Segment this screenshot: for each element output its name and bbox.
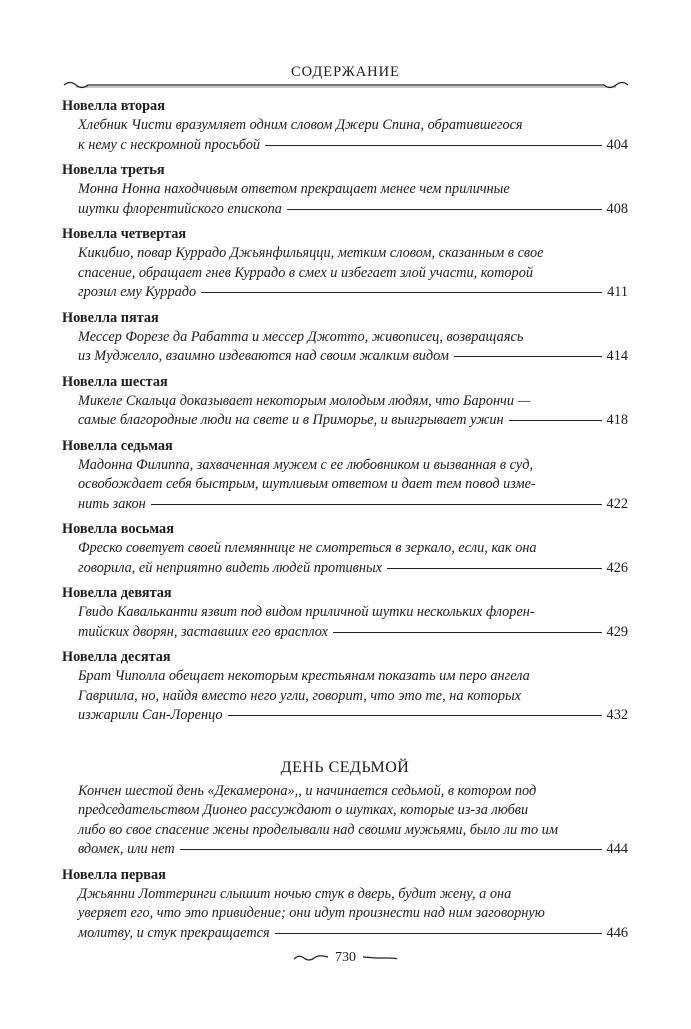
toc-entry <box>62 437 628 515</box>
description-line: самые благородные люди на свете и в Приморье, и выигрывает ужин <box>78 412 504 428</box>
page-reference: 426 <box>606 559 628 576</box>
page-number: 730 <box>335 950 356 965</box>
page-reference: 446 <box>606 924 628 941</box>
page-reference: 418 <box>606 412 628 428</box>
leader-line <box>387 568 602 569</box>
novella-title: Новелла первая <box>62 866 166 883</box>
description-line: уверяет его, что это привидение; они идут произнести над ним заговорную <box>78 905 545 921</box>
entry-description <box>62 456 628 515</box>
footer-ornament-left <box>293 953 329 963</box>
toc-entry <box>62 373 628 431</box>
description-line: Джьянни Лоттеринги слышит ночью стук в дверь, будит жену, а она <box>78 885 512 902</box>
toc-entry <box>62 225 628 303</box>
description-last-line <box>78 623 628 643</box>
description-line: Кончен шестой день «Декамерона»,, и начинается седьмой, в котором под <box>78 782 537 799</box>
leader-line <box>509 420 602 421</box>
novella-title: Новелла девятая <box>62 585 172 601</box>
leader-line <box>180 849 602 850</box>
leader-line <box>454 356 602 357</box>
page-footer <box>0 950 691 966</box>
entry-description <box>62 328 628 367</box>
page-reference: 411 <box>607 284 628 300</box>
toc-entry <box>62 584 628 642</box>
leader-line <box>265 145 602 146</box>
description-last-line <box>78 706 628 726</box>
description-last-line <box>78 495 628 515</box>
novella-title: Новелла седьмая <box>62 437 173 454</box>
description-line: вдомек, или нет <box>78 841 175 857</box>
description-line: Гавриила, но, найдя вместо него угли, говорит, что это те, на которых <box>78 687 522 704</box>
description-last-line <box>78 200 628 220</box>
entry-description <box>62 392 628 431</box>
entry-description <box>62 603 628 642</box>
novella-title: Новелла четвертая <box>62 226 187 242</box>
novella-title: Новелла пятая <box>62 309 159 326</box>
toc-entry <box>62 866 628 944</box>
novella-title: Новелла шестая <box>62 373 168 390</box>
description-line: Кикибио, повар Куррадо Джьянфильяцци, метким словом, сказанным в свое <box>78 245 544 261</box>
description-line: к нему с нескромной просьбой <box>78 136 261 153</box>
page-reference: 408 <box>606 200 628 217</box>
description-line: Монна Нонна находчивым ответом прекращает менее чем приличные <box>78 181 510 197</box>
leader-line <box>201 292 602 293</box>
novella-title: Новелла третья <box>62 162 165 178</box>
page-reference: 444 <box>606 841 628 857</box>
description-line: изжарили Сан-Лоренцо <box>78 707 223 723</box>
description-last-line <box>78 411 628 431</box>
toc-entry <box>62 97 628 155</box>
page-reference: 404 <box>606 136 628 153</box>
entry-description <box>62 180 628 219</box>
leader-line <box>228 715 602 716</box>
toc-entry <box>62 309 628 367</box>
description-line: освобождает себя быстрым, шутливым ответом и дает тем повод изме- <box>78 476 536 492</box>
novella-title: Новелла вторая <box>62 98 165 114</box>
description-line: из Муджелло, взаимно издеваются над своим жалким видом <box>78 348 449 364</box>
page-reference: 429 <box>606 623 628 640</box>
entry-description <box>62 116 628 155</box>
description-last-line <box>78 924 628 944</box>
description-last-line <box>78 840 628 860</box>
description-last-line <box>78 559 628 579</box>
toc-entry <box>62 520 628 578</box>
description-line: Мессер Форезе да Рабатта и мессер Джотто, живописец, возвращаясь <box>78 328 524 345</box>
table-of-contents <box>62 97 628 949</box>
page-reference: 414 <box>606 348 628 364</box>
entry-description <box>62 782 628 860</box>
day-introduction <box>62 782 628 860</box>
description-last-line <box>78 283 628 303</box>
description-line: Фреско советует своей племяннице не смотреться в зеркало, если, как она <box>78 540 537 556</box>
description-line: Микеле Скальца доказывает некоторым молодым людям, что Барончи — <box>78 392 531 409</box>
entry-description <box>62 667 628 726</box>
description-line: молитву, и стук прекращается <box>78 924 270 941</box>
description-line: нить закон <box>78 495 146 512</box>
description-line: Мадонна Филиппа, захваченная мужем с ее любовником и вызванная в суд, <box>78 456 534 473</box>
page-reference: 422 <box>606 495 628 512</box>
description-line: председательством Дионео рассуждают о шутках, которые из-за любви <box>78 802 529 818</box>
description-line: либо во свое спасение жены проделывали над своими мужьями, было ли то им <box>78 821 558 838</box>
toc-entry <box>62 161 628 219</box>
entry-description <box>62 885 628 944</box>
header-rule <box>62 78 630 92</box>
description-line: Хлебник Чисти вразумляет одним словом Джери Спина, обратившегося <box>78 117 523 133</box>
running-head: СОДЕРЖАНИЕ <box>291 64 400 80</box>
description-line: грозил ему Куррадо <box>78 284 197 300</box>
novella-title: Новелла восьмая <box>62 521 174 537</box>
leader-line <box>275 933 602 934</box>
description-last-line <box>78 136 628 156</box>
description-line: спасение, обращает гнев Куррадо в смех и избегает злой участи, которой <box>78 264 534 281</box>
entry-description <box>62 539 628 578</box>
description-last-line <box>78 347 628 367</box>
description-line: тийских дворян, заставших его врасплох <box>78 623 329 640</box>
leader-line <box>151 504 602 505</box>
description-line: Брат Чиполла обещает некоторым крестьянам показать им перо ангела <box>78 668 530 684</box>
description-line: говорила, ей неприятно видеть людей противных <box>78 559 382 576</box>
novella-title: Новелла десятая <box>62 649 171 665</box>
leader-line <box>333 632 602 633</box>
description-line: шутки флорентийского епископа <box>78 200 282 217</box>
description-line: Гвидо Кавальканти язвит под видом приличной шутки нескольких флорен- <box>78 604 535 620</box>
footer-ornament-right <box>362 953 398 963</box>
day-heading: ДЕНЬ СЕДЬМОЙ <box>280 758 410 776</box>
leader-line <box>287 209 602 210</box>
entry-description <box>62 244 628 303</box>
toc-entry <box>62 648 628 726</box>
page-reference: 432 <box>606 707 628 723</box>
